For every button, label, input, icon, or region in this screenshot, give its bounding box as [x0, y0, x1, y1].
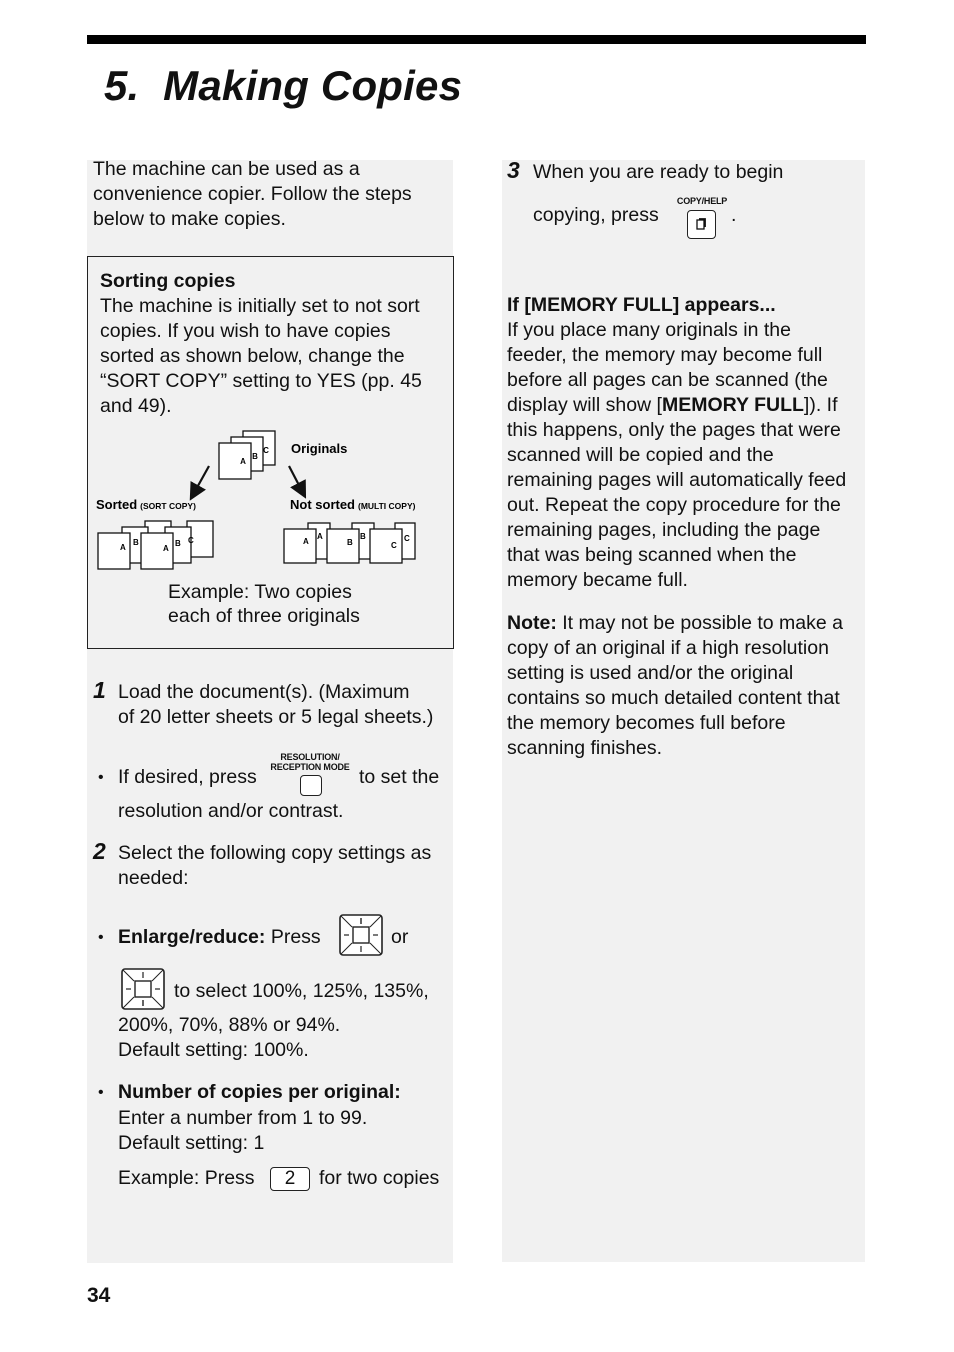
memory-full-heading: If [MEMORY FULL] appears...	[507, 294, 776, 316]
copy-help-key-label: COPY/HELP	[676, 196, 728, 206]
resolution-reception-mode-key[interactable]	[300, 775, 322, 796]
sorting-line-2: copies. If you wish to have copies	[100, 320, 391, 342]
note-line-2: copy of an original if a high resolution	[507, 637, 829, 659]
step-3-period: .	[731, 204, 737, 226]
sorting-line-3: sorted as shown below, change the	[100, 345, 405, 367]
memory-line-8: out. Repeat the copy procedure for the	[507, 494, 841, 516]
svg-text:C: C	[404, 534, 410, 543]
sorting-line-5: and 49).	[100, 395, 172, 417]
svg-text:C: C	[188, 536, 194, 545]
enlarge-text: Enlarge/reduce: Press	[118, 926, 321, 948]
step-2-number: 2	[93, 838, 106, 864]
example-after: for two copies	[319, 1167, 440, 1189]
memory-line-6: scanned will be copied and the	[507, 444, 774, 466]
bullet-copies: •	[98, 1084, 104, 1101]
bullet-resolution: •	[98, 769, 104, 786]
memory-line-1: If you place many originals in the	[507, 319, 791, 341]
enlarge-select: to select 100%, 125%, 135%,	[174, 980, 429, 1002]
step-3-line-1: When you are ready to begin	[533, 161, 784, 183]
copies-default: Default setting: 1	[118, 1132, 265, 1154]
note-line-1: Note: It may not be possible to make a	[507, 612, 843, 634]
header-rule	[87, 35, 866, 44]
page-number: 34	[87, 1284, 111, 1307]
originals-label: Originals	[291, 441, 348, 456]
svg-text:B: B	[360, 532, 366, 541]
svg-text:B: B	[175, 539, 181, 548]
enlarge-or: or	[391, 926, 409, 948]
sort-diagram	[90, 425, 452, 575]
step-2-line-1: Select the following copy settings as	[118, 842, 432, 864]
step-3-line-2: copying, press	[533, 204, 659, 226]
intro-line-1: The machine can be used as a	[93, 158, 360, 180]
enlarge-down-key[interactable]	[121, 968, 165, 1010]
memory-line-4: display will show [MEMORY FULL]). If	[507, 394, 838, 416]
note-line-3: setting is used and/or the original	[507, 662, 794, 684]
sorting-heading: Sorting copies	[100, 270, 236, 292]
sorting-line-4: “SORT COPY” setting to YES (pp. 45	[100, 370, 422, 392]
resolution-after: to set the	[359, 766, 440, 788]
svg-text:A: A	[163, 544, 169, 553]
intro-line-2: convenience copier. Follow the steps	[93, 183, 412, 205]
copy-help-key[interactable]	[687, 210, 716, 239]
svg-text:C: C	[391, 541, 397, 550]
step-3-number: 3	[507, 157, 520, 183]
intro-line-3: below to make copies.	[93, 208, 286, 230]
memory-line-9: remaining pages, including the page	[507, 519, 821, 541]
step-1-line-2: of 20 letter sheets or 5 legal sheets.)	[118, 706, 434, 728]
enlarge-up-key[interactable]	[339, 914, 383, 956]
resolution-line-2: resolution and/or contrast.	[118, 800, 344, 822]
note-line-5: the memory becomes full before	[507, 712, 786, 734]
orig-letter-c: C	[263, 446, 269, 455]
sorted-label: Sorted (SORT COPY)	[96, 497, 196, 512]
step-2-line-2: needed:	[118, 867, 189, 889]
resolution-before: If desired, press	[118, 766, 257, 788]
enlarge-default: Default setting: 100%.	[118, 1039, 309, 1061]
step-1-line-1: Load the document(s). (Maximum	[118, 681, 410, 703]
svg-text:B: B	[133, 538, 139, 547]
example-line-1: Example: Two copies	[168, 581, 352, 603]
not-sorted-label: Not sorted (MULTI COPY)	[290, 497, 416, 512]
orig-letter-a: A	[240, 457, 246, 466]
number-2-key[interactable]: 2	[270, 1167, 310, 1191]
note-line-6: scanning finishes.	[507, 737, 663, 759]
sorting-line-1: The machine is initially set to not sort	[100, 295, 420, 317]
memory-line-7: remaining pages will automatically feed	[507, 469, 847, 491]
orig-letter-b: B	[252, 452, 258, 461]
arrow-to-not-sorted	[289, 466, 302, 491]
memory-line-10: that was being scanned when the	[507, 544, 797, 566]
copies-line-1: Enter a number from 1 to 99.	[118, 1107, 368, 1129]
copies-label: Number of copies per original:	[118, 1081, 401, 1103]
memory-line-3: before all pages can be scanned (the	[507, 369, 828, 391]
svg-text:B: B	[347, 538, 353, 547]
memory-line-2: feeder, the memory may become full	[507, 344, 823, 366]
copy-icon	[688, 211, 714, 237]
svg-text:A: A	[303, 537, 309, 546]
step-1-number: 1	[93, 677, 106, 703]
resolution-key-label-1: RESOLUTION/	[280, 752, 340, 762]
example-line-2: each of three originals	[168, 605, 360, 627]
memory-line-5: this happens, only the pages that were	[507, 419, 841, 441]
arrow-to-sorted	[194, 466, 209, 493]
memory-line-11: memory became full.	[507, 569, 688, 591]
page-title: 5. Making Copies	[104, 62, 463, 109]
example-press: Example: Press	[118, 1167, 255, 1189]
enlarge-values: 200%, 70%, 88% or 94%.	[118, 1014, 341, 1036]
note-line-4: contains so much detailed content that	[507, 687, 840, 709]
svg-text:A: A	[317, 532, 323, 541]
bullet-enlarge: •	[98, 929, 104, 946]
resolution-key-label-2: RECEPTION MODE	[270, 762, 350, 772]
svg-text:A: A	[120, 543, 126, 552]
originals-stack	[219, 431, 275, 479]
